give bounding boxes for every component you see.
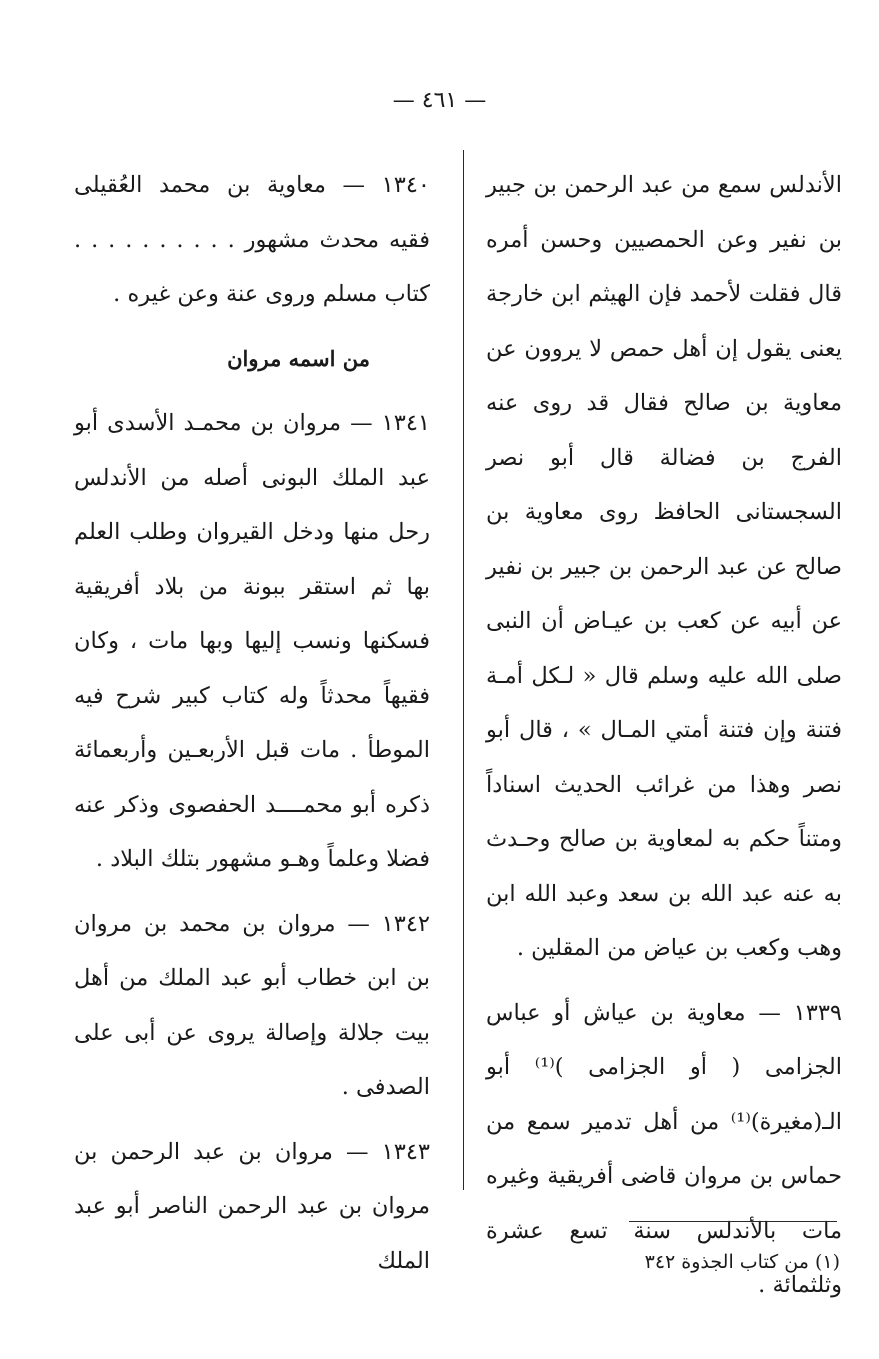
right-column (486, 158, 842, 1313)
entry-1339: ١٣٣٩ — معاوية بن عياش أو عباس الجزامى ( أو الجزامى )⁽¹⁾ أبو الـ(مغيرة)⁽¹⁾ من أهل تدمير سمع من حماس بن مروان قاضى أفريقية وغيره مات بالأندلس سنة تسع عشرة وثلثمائة . (486, 999, 842, 1298)
entry-1340: ١٣٤٠ — معاوية بن محمد العُقيلى فقيه محدث مشهور . . . . . . . . . . كتاب مسلم وروى عنة وعن غيره . (74, 172, 430, 307)
left-column (74, 158, 430, 1288)
entry-1338-continuation: الأندلس سمع من عبد الرحمن بن جبير بن نفير وعن الحمصيين وحسن أمره قال فقلت لأحمد فإن الهيثم ابن خارجة يعنى يقول إن أهل حمص لا يروون عن معاوية بن صالح فقال قد روى عنه الفرج بن فضالة قال أبو نصر السجستانى الحافظ روى معاوية بن صالح عن عبد الرحمن بن جبير بن نفير عن أبيه عن كعب بن عيـاض أن النبى صلى الله عليه وسلم قال « لـكل أمـة فتنة وإن فتنة أمتي المـال » ، قال أبو نصر وهذا من غرائب الحديث اسناداً ومتناً حكم به لمعاوية بن صالح وحـدث به عنه عبد الله بن سعد وعبد الله ابن وهب وكعب بن عياض من المقلين . (486, 172, 842, 961)
footnote: (١) من كتاب الجذوة ٣٤٢ (644, 1251, 840, 1273)
entry-1343: ١٣٤٣ — مروان بن عبد الرحمن بن مروان بن عبد الرحمن الناصر أبو عبد الملك (74, 1138, 430, 1274)
section-heading: من اسمه مروان (227, 345, 370, 371)
entry-1341: ١٣٤١ — مروان بن محمـد الأسدى أبو عبد الملك البونى أصله من الأندلس رحل منها ودخل القيروان وطلب العلم بها ثم استقر ببونة من بلاد أفريقية فسكنها ونسب إليها وبها مات ، وكان فقيهاً محدثاً وله كتاب كبير شرح فيه الموطأ . مات قبل الأربعـين وأربعمائة ذكره أبو محمــــد الحفصوى وذكر عنه فضلا وعلماً وهـو مشهور بتلك البلاد . (74, 410, 430, 872)
column-divider (463, 150, 464, 1190)
page-number: — ٤٦١ — (392, 88, 487, 113)
entry-1342: ١٣٤٢ — مروان بن محمد بن مروان بن ابن خطاب أبو عبد الملك من أهل بيت جلالة وإصالة يروى عن أبى على الصدفى . (74, 910, 430, 1100)
footnote-rule (629, 1221, 837, 1222)
